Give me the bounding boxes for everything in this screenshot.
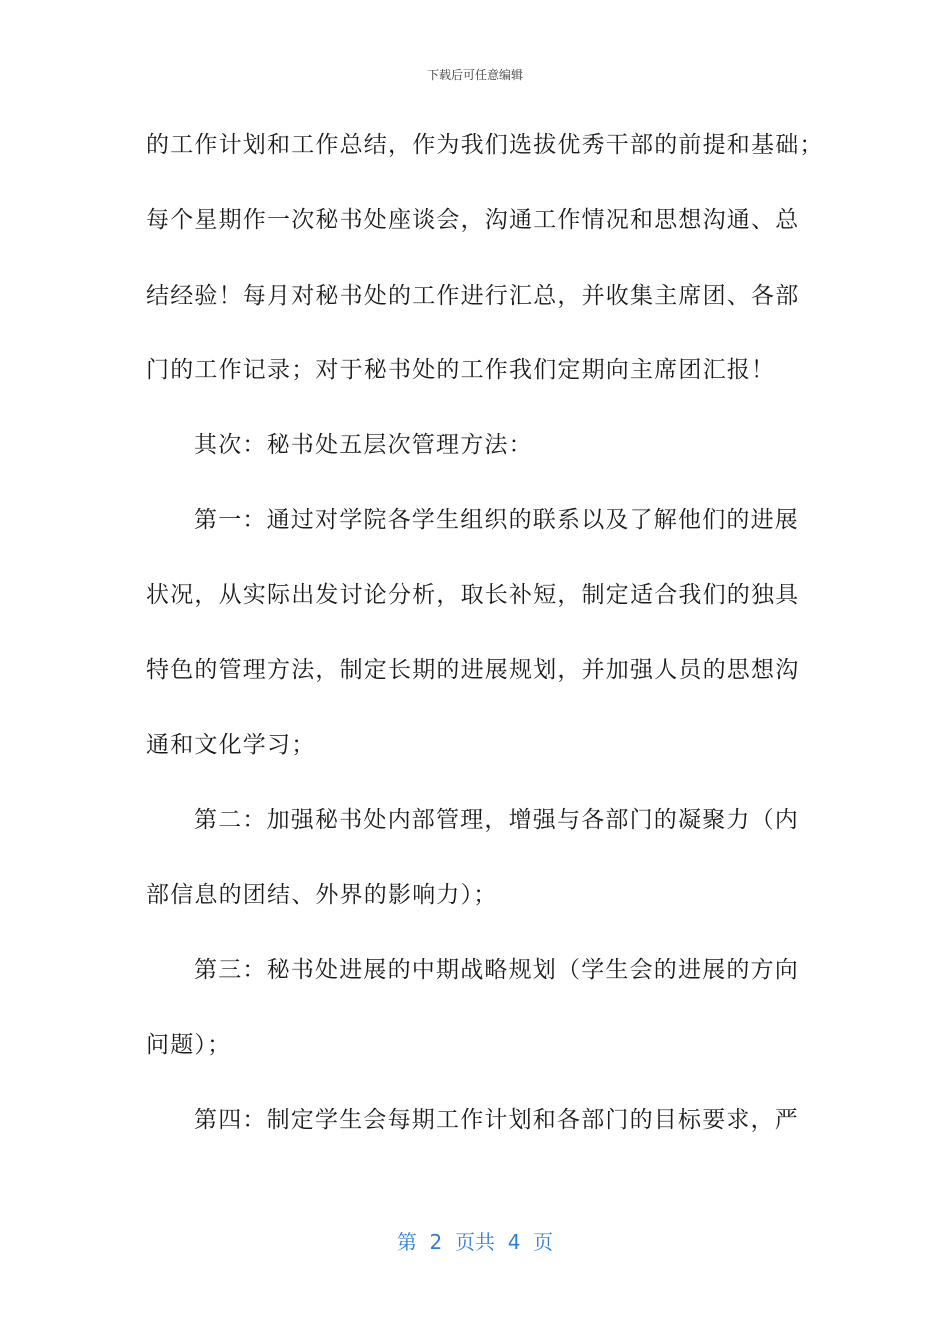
text-line: 其次：秘书处五层次管理方法：: [194, 432, 533, 458]
text-line: 第一：通过对学院各学生组织的联系以及了解他们的进展: [194, 507, 799, 533]
text-line: 部信息的团结、外界的影响力）；: [146, 882, 498, 908]
text-line: 第四：制定学生会每期工作计划和各部门的目标要求，严: [194, 1107, 799, 1133]
text-line: 问题）；: [146, 1032, 232, 1058]
text-line: 的工作计划和工作总结，作为我们选拔优秀干部的前提和基础；: [146, 132, 824, 158]
text-line: 门的工作记录；对于秘书处的工作我们定期向主席团汇报！: [146, 357, 776, 383]
text-line: 第三：秘书处进展的中期战略规划（学生会的进展的方向: [194, 957, 799, 983]
text-line: 第二：加强秘书处内部管理，增强与各部门的凝聚力（内: [194, 807, 799, 833]
text-line: 每个星期作一次秘书处座谈会，沟通工作情况和思想沟通、总: [146, 207, 800, 233]
text-line: 状况，从实际出发讨论分析，取长补短，制定适合我们的独具: [146, 582, 800, 608]
text-line: 结经验！每月对秘书处的工作进行汇总，并收集主席团、各部: [146, 283, 800, 309]
page-header: 下载后可任意编辑: [426, 68, 523, 82]
page-number-footer: 第 2 页共 4 页: [396, 1230, 554, 1254]
text-line: 通和文化学习；: [146, 732, 316, 758]
text-line: 特色的管理方法，制定长期的进展规划，并加强人员的思想沟: [146, 657, 800, 683]
